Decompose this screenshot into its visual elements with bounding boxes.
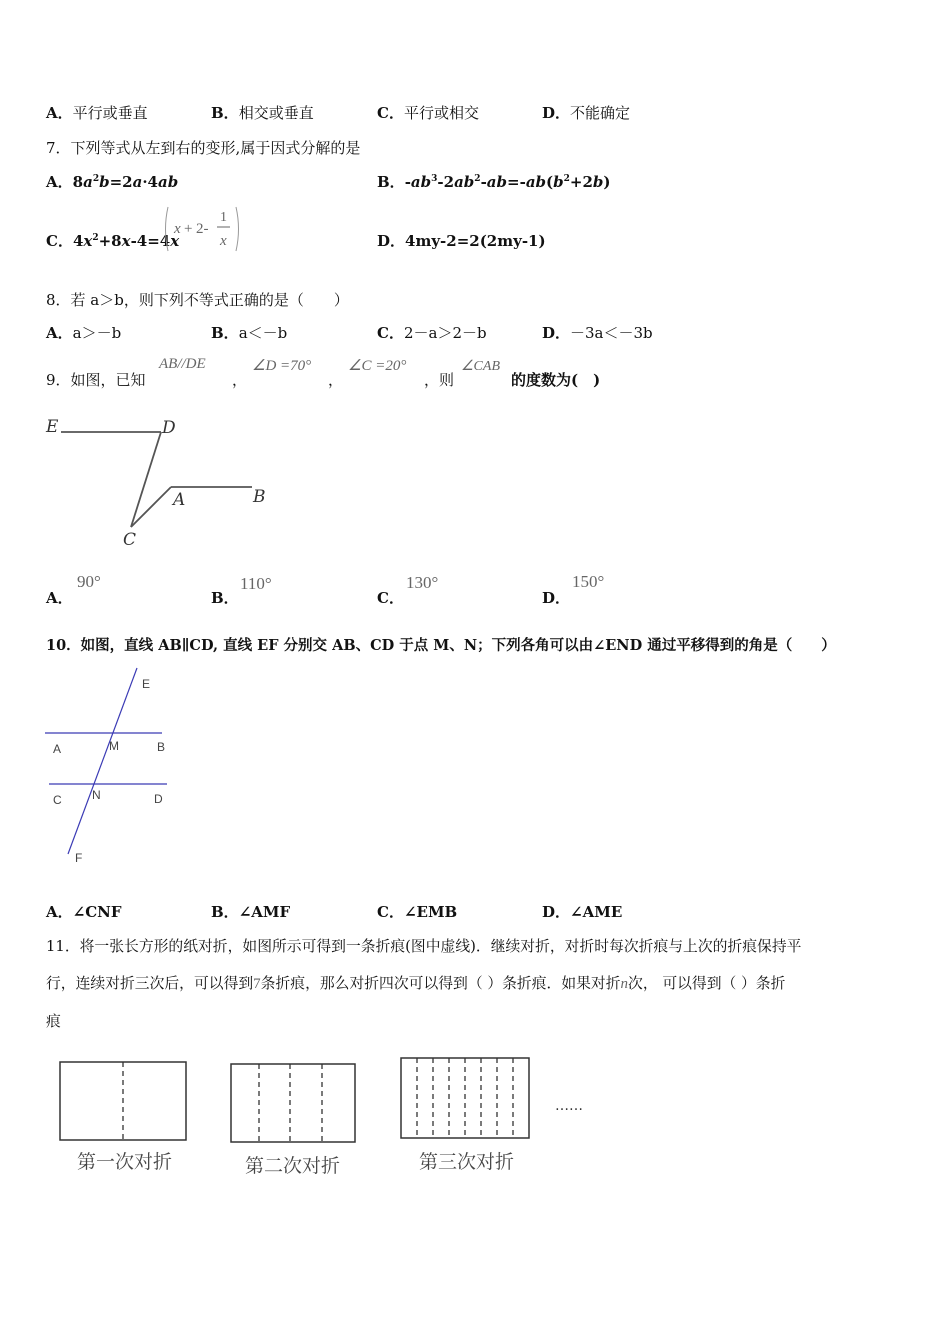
q8-stem: 8．若 a＞b，则下列不等式正确的是（ ） <box>46 291 349 309</box>
q6-option-d: D．不能确定 <box>542 104 631 122</box>
q10-label-f: F <box>75 851 83 865</box>
q9-cond-parallel: AB//DE <box>159 356 206 372</box>
q10-figure <box>40 665 180 870</box>
q11-line-3: 痕 <box>46 1013 61 1030</box>
q7-option-b: B．$-ab^3-2ab^2-ab=-ab(b^2+2b)$ <box>377 173 611 191</box>
q11-figure <box>55 1055 595 1185</box>
q6-option-b: B．相交或垂直 <box>211 104 314 122</box>
q9-label-a: A <box>173 490 186 510</box>
q9-prefix: 9．如图，已知 <box>46 371 146 389</box>
q10-label-b: B <box>157 740 166 754</box>
q9-label-e: E <box>46 417 59 437</box>
q7-option-d: D．4my-2=2(2my-1) <box>377 232 546 250</box>
q9-label-b: B <box>253 487 266 507</box>
q11-ellipsis: …… <box>555 1098 583 1114</box>
q8-option-c: C．2－a＞2－b <box>377 324 487 342</box>
q9-cond-angle-d: ∠D =70° <box>252 358 312 374</box>
q9-label-c: C <box>123 530 137 550</box>
q10-label-d: D <box>154 792 163 806</box>
fold-2-paper <box>231 1064 355 1142</box>
q6-option-c: C．平行或相交 <box>377 104 479 122</box>
q8-option-d: D．－3a＜－3b <box>542 324 653 342</box>
q9-suffix: 的度数为( ) <box>511 371 601 389</box>
q9-label-d: D <box>162 418 176 438</box>
q6-option-a: A．平行或垂直 <box>46 104 148 122</box>
q7-option-c-formula <box>162 205 244 253</box>
q11-caption-1: 第一次对折 <box>77 1151 173 1173</box>
q10-label-a: A <box>53 742 62 756</box>
q8-option-a: A．a＞－b <box>46 324 122 342</box>
q9-sep-1: ， <box>232 371 248 389</box>
q11-line-1: 11．将一张长方形的纸对折，如图所示可得到一条折痕(图中虚线)．继续对折，对折时每次折痕与上次的折痕保持平 <box>46 938 802 955</box>
q9-sep-2: ， <box>328 371 344 389</box>
q11-caption-2: 第二次对折 <box>245 1155 341 1177</box>
q10-label-e: E <box>142 677 151 691</box>
q9-option-b-letter: B． <box>211 589 239 607</box>
q8-option-b: B．a＜－b <box>211 324 288 342</box>
svg-text:x: x <box>220 233 227 249</box>
q10-line-ef <box>68 668 137 854</box>
q7-option-a: A．$8a^2b=2a\cdot 4ab$ <box>46 173 179 191</box>
q10-label-c: C <box>53 793 62 807</box>
q9-option-d-value: 150° <box>572 572 605 591</box>
q9-figure <box>40 410 280 560</box>
q9-option-c-value: 130° <box>406 573 439 592</box>
q10-label-n: N <box>92 788 101 802</box>
q11-line-2: 行，连续对折三次后，可以得到7条折痕，那么对折四次可以得到（ ）条折痕．如果对折n次， 可以得到（ ）条折 <box>46 975 786 992</box>
q10-stem: 10．如图，直线 AB∥CD, 直线 EF 分别交 AB、CD 于点 M、N；下列各角可以由∠END 通过平移得到的角是（ ） <box>46 637 836 654</box>
q10-option-d: D．∠AME <box>542 903 623 921</box>
q9-cond-angle-c: ∠C =20° <box>348 358 407 374</box>
q10-option-c: C．∠EMB <box>377 903 458 921</box>
q9-option-d-letter: D． <box>542 589 571 607</box>
q9-target-angle: ∠CAB <box>461 359 500 374</box>
svg-text:x: x <box>174 221 181 237</box>
q9-option-a-value: 90° <box>77 572 101 591</box>
q10-option-a: A．∠CNF <box>46 903 122 921</box>
q9-then: ，则 <box>424 371 455 389</box>
q9-option-a-letter: A． <box>46 589 73 607</box>
svg-text:2-: 2- <box>196 221 209 237</box>
svg-text:1: 1 <box>220 210 227 225</box>
q9-option-b-value: 110° <box>240 574 272 593</box>
svg-text:+: + <box>184 221 193 237</box>
q10-label-m: M <box>109 739 119 753</box>
q7-stem: 7．下列等式从左到右的变形,属于因式分解的是 <box>46 139 361 157</box>
q7-option-c-label: C．$4x^2+8x-4=4x$ <box>46 232 180 250</box>
q9-option-c-letter: C． <box>377 589 404 607</box>
q10-option-b: B．∠AMF <box>211 903 291 921</box>
q11-caption-3: 第三次对折 <box>419 1151 515 1173</box>
